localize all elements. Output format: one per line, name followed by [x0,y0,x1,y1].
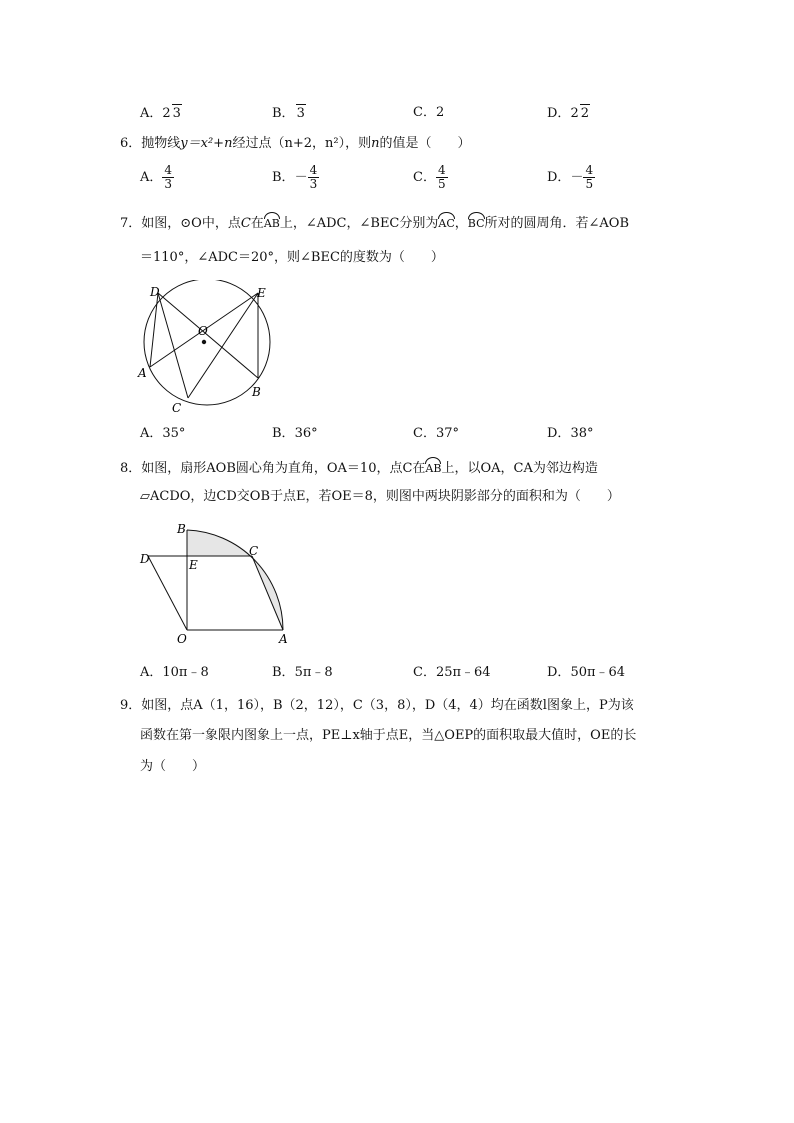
q8-option-d: D．50π﹣64 [547,665,626,680]
q6-option-c: C． $\frac{4}{5}$ [413,163,446,191]
label-c: C [172,401,182,415]
q7-option-c: C．37° [413,426,459,441]
label-d: D [140,552,150,566]
q9-stem-line1: 9．如图，点A（1，16），B（2，12），C（3，8），D（4，4）均在函数l图象上，P为该 [120,698,634,713]
q9-stem-line3: 为（ ） [140,759,206,774]
q7-option-b: B．36° [272,426,318,441]
label-b: B [177,522,186,536]
q6-option-a: A． $\frac{4}{3}$ [140,163,173,191]
label-a: A [138,366,147,380]
label-e: E [189,558,198,572]
label-a: A [279,632,288,646]
q8-option-c: C．25π﹣64 [413,665,491,680]
q5-option-c: C．2 [413,105,445,120]
q8-stem-line1: 8．如图，扇形AOB圆心角为直角，OA＝10，点C在AB上，以OA，CA为邻边构造 [120,457,598,478]
q7-option-a: A．35° [140,426,186,441]
label-d: D [150,285,160,299]
q7-stem-line2: ＝110°，∠ADC＝20°，则∠BEC的度数为（ ） [140,250,444,265]
q6-option-d: D．－ $\frac{4}{5}$ [547,163,594,191]
shaded-region-upper [187,530,252,556]
q8-option-b: B．5π﹣8 [272,665,333,680]
q9-stem-line2: 函数在第一象限内图象上一点，PE⊥x轴于点E，当△OEP的面积取最大值时，OE的长 [140,728,637,743]
q6-stem: 6．抛物线y＝x²+n经过点（n+2，n²），则n的值是（ ） [120,136,471,151]
label-o: O [177,632,187,646]
label-e: E [257,286,266,300]
q5-option-d: D．2 2 [547,106,589,121]
label-o: O [198,324,208,338]
q5-option-a: A．2 3 [140,106,181,121]
q5-option-b: B． 3 [272,106,305,121]
q7-circle-figure [130,280,290,420]
q8-sector-figure [135,518,300,648]
q7-stem-line1: 7．如图，⊙O中，点C在AB上，∠ADC，∠BEC分别为AC，BC所对的圆周角．若∠AOB [120,212,629,233]
label-b: B [252,385,261,399]
label-c: C [249,544,259,558]
q6-option-b: B．－ $\frac{4}{3}$ [272,163,318,191]
q8-stem-line2: ▱ACDO，边CD交OB于点E，若OE＝8，则图中两块阴影部分的面积和为（ ） [140,489,620,504]
q8-option-a: A．10π﹣8 [140,665,209,680]
q7-option-d: D．38° [547,426,594,441]
